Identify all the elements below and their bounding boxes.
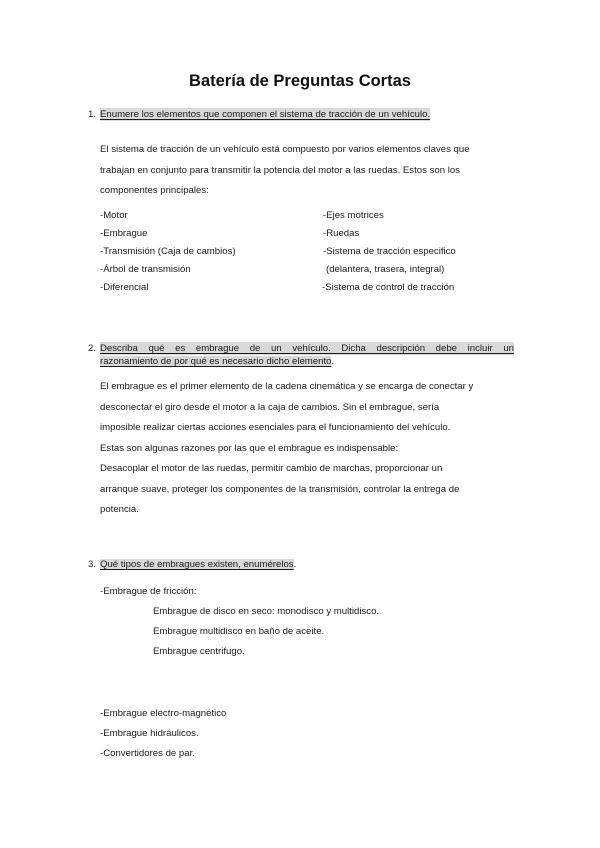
question-3-text-end: .: [293, 559, 297, 570]
answer-2-line: El embrague es el primer elemento de la cadena cinemática y se encarga de conectar y: [100, 381, 474, 392]
answer-2-line: Estas son algunas razones por las que el embrague es indispensable:: [100, 442, 399, 454]
question-2-line-1: Describa qué es embrague de un vehículo. Dicha descripción debe incluir un: [100, 343, 514, 354]
answer-2: [100, 377, 520, 521]
answer-2-line: Desacoplar el motor de las ruedas, permitir cambio de marchas, proporcionar un: [100, 463, 443, 474]
page-title: Batería de Preguntas Cortas: [189, 72, 411, 90]
list-item: -Diferencial: [100, 282, 149, 293]
answer-2-line: imposible realizar ciertas acciones esenciales para el funcionamiento del vehículo.: [100, 422, 451, 433]
list-item: -Convertidores de par.: [100, 748, 195, 759]
question-3-number: 3.: [88, 559, 97, 570]
question-3-text: Qué tipos de embragues existen, enumérelos: [100, 559, 294, 570]
list-item: Embrague de disco en seco: monodisco y multidisco.: [153, 606, 380, 617]
list-item: -Embrague hidráulicos.: [100, 728, 199, 739]
list-item: Embrague multidisco en baño de aceite.: [153, 626, 325, 637]
list-item: -Ejes motrices: [323, 210, 384, 221]
question-1-text: Enumere los elementos que componen el sistema de tracción de un vehículo.: [100, 109, 431, 120]
answer-1-line: El sistema de tracción de un vehículo está compuesto por varios elementos claves que: [100, 144, 470, 155]
list-item: -Transmisión (Caja de cambios): [100, 246, 236, 257]
list-item: -Embrague electro-magnético: [100, 708, 227, 719]
list-item: Embrague centrifugo.: [153, 646, 245, 657]
answer-2-line: desconectar el giro desde el motor a la caja de cambios. Sin el embrague, sería: [100, 401, 440, 413]
question-2-line-2: razonamiento de por qué es necesario dicho elemento: [100, 356, 332, 367]
answer-2-line: potencia.: [100, 504, 139, 515]
list-item: -Sistema de tracción especifico: [323, 246, 456, 257]
answer-1: [100, 140, 520, 202]
list-item: -Sistema de control de tracción: [322, 282, 455, 293]
question-1-number: 1.: [88, 109, 97, 120]
question-2-line-2-end: .: [331, 356, 335, 367]
friction-clutch-label: -Embrague de fricción:: [100, 586, 197, 597]
list-item: -Árbol de transmisión: [100, 264, 191, 275]
answer-1-line: componentes principales:: [100, 185, 209, 196]
question-2-number: 2.: [88, 343, 97, 354]
list-item: (delantera, trasera, integral): [326, 264, 445, 275]
list-item: -Ruedas: [323, 228, 360, 239]
list-item: -Motor: [100, 210, 128, 221]
answer-1-line: trabajan en conjunto para transmitir la potencia del motor a las ruedas. Estos son los: [100, 164, 460, 176]
answer-2-line: arranque suave, proteger los componentes de la transmisión, controlar la entrega de: [100, 483, 460, 495]
list-item: -Embrague: [100, 228, 148, 239]
